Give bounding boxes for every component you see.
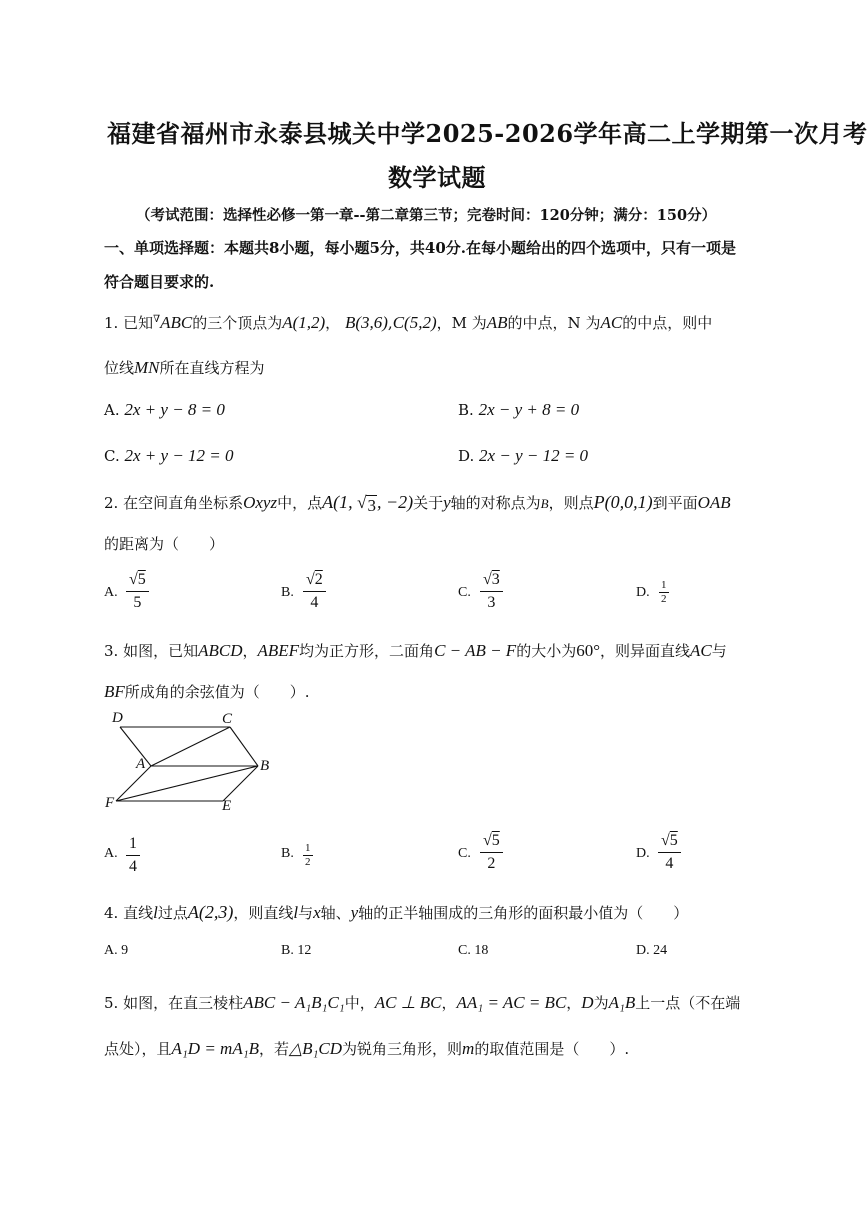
figure-label-B: B: [260, 758, 270, 774]
question-1-option-a: A. 2x + y − 8 = 0: [104, 400, 225, 419]
question-2-option-a-fraction: $\frac{√5}{5}$: [126, 572, 149, 611]
section-heading-line-2: 符合题目要求的.: [104, 273, 215, 291]
question-3-option-c-label: C.: [458, 846, 471, 861]
question-3-option-c-fraction: $\frac{√5}{2}$: [480, 833, 503, 872]
edge-CB: [230, 727, 258, 766]
question-2-option-c-label: C.: [458, 585, 471, 600]
question-1-option-c: C. 2x + y − 12 = 0: [104, 446, 234, 465]
question-4-option-d: D. 24: [636, 943, 668, 958]
question-1-option-b: B. 2x − y + 8 = 0: [458, 400, 580, 419]
question-2-line-2: 的距离为（ ）: [104, 535, 225, 553]
sqrt-3: √ 3: [357, 493, 376, 515]
question-2-option-b-label: B.: [281, 585, 294, 600]
question-3-option-d-fraction: $\frac{√5}{4}$: [658, 833, 681, 872]
figure-label-F: F: [105, 795, 115, 811]
question-4-option-c: C. 18: [458, 943, 489, 958]
question-4-option-b: B. 12: [281, 943, 312, 958]
title-line-2: 数学试题: [388, 163, 486, 192]
question-1-line-2: 位线MN所在直线方程为: [104, 358, 265, 377]
title-line-1: 福建省福州市永泰县城关中学2025-2026学年高二上学期第一次月考: [107, 119, 868, 148]
question-3-option-b-label: B.: [281, 846, 294, 861]
exam-note: （考试范围：选择性必修一第一章--第二章第三节；完卷时间：120分钟；满分：150分）: [136, 207, 717, 224]
figure-label-E: E: [222, 798, 232, 814]
question-5-line-2: 点处），且A₁D = mA₁B，若△B₁CD为锐角三角形，则m的取值范围是（ ）.: [104, 1039, 630, 1058]
question-3-option-a-fraction: $\frac{1}{4}$: [126, 836, 140, 875]
question-3-line-2: BF所成角的余弦值为（ ）.: [104, 682, 310, 701]
question-5-line-1: 5. 如图，在直三棱柱ABC − A₁B₁C₁中，AC ⊥ BC，AA₁ = AC = BC，D为A₁B上一点（不在端: [104, 993, 741, 1012]
edge-AC: [151, 727, 230, 766]
figure-label-D: D: [112, 710, 123, 726]
question-1-option-d: D. 2x − y − 12 = 0: [458, 446, 589, 465]
question-3-option-a-label: A.: [104, 846, 118, 861]
question-3-option-b-fraction: $\frac{1}{2}$: [305, 842, 311, 868]
question-3-line-1: 3. 如图，已知ABCD，ABEF均为正方形，二面角C − AB − F的大小为60°，则异面直线AC与: [104, 641, 727, 660]
question-2-option-c-fraction: $\frac{√3}{3}$: [480, 572, 503, 611]
question-2-line-1: 2. 在空间直角坐标系Oxyz中，点A(1, √ 3 , −2)关于y轴的对称点为B，则点P(0,0,1)到平面OAB: [104, 492, 731, 515]
edge-EB: [223, 766, 258, 801]
question-2-option-d-label: D.: [636, 585, 650, 600]
question-3-figure: [100, 710, 280, 815]
figure-label-C: C: [222, 711, 233, 727]
question-1-line-1: 1. 已知∇ABC的三个顶点为A(1,2)， B(3,6),C(5,2)，M 为AB的中点，N 为AC的中点，则中: [104, 313, 713, 332]
question-2-option-a-label: A.: [104, 585, 118, 600]
question-4-line-1: 4. 直线l过点A(2,3)，则直线l与x轴、y轴的正半轴围成的三角形的面积最小值为（ ）: [104, 902, 689, 922]
edge-AF: [116, 766, 151, 801]
question-4-option-a: A. 9: [104, 943, 129, 958]
question-2-option-d-fraction: $\frac{1}{2}$: [661, 579, 667, 605]
section-heading-line-1: 一、单项选择题：本题共8小题，每小题5分，共40分.在每小题给出的四个选项中，只有一项是: [104, 239, 736, 257]
figure-label-A: A: [136, 756, 146, 772]
question-3-option-d-label: D.: [636, 846, 650, 861]
question-2-option-b-fraction: $\frac{√2}{4}$: [303, 572, 326, 611]
